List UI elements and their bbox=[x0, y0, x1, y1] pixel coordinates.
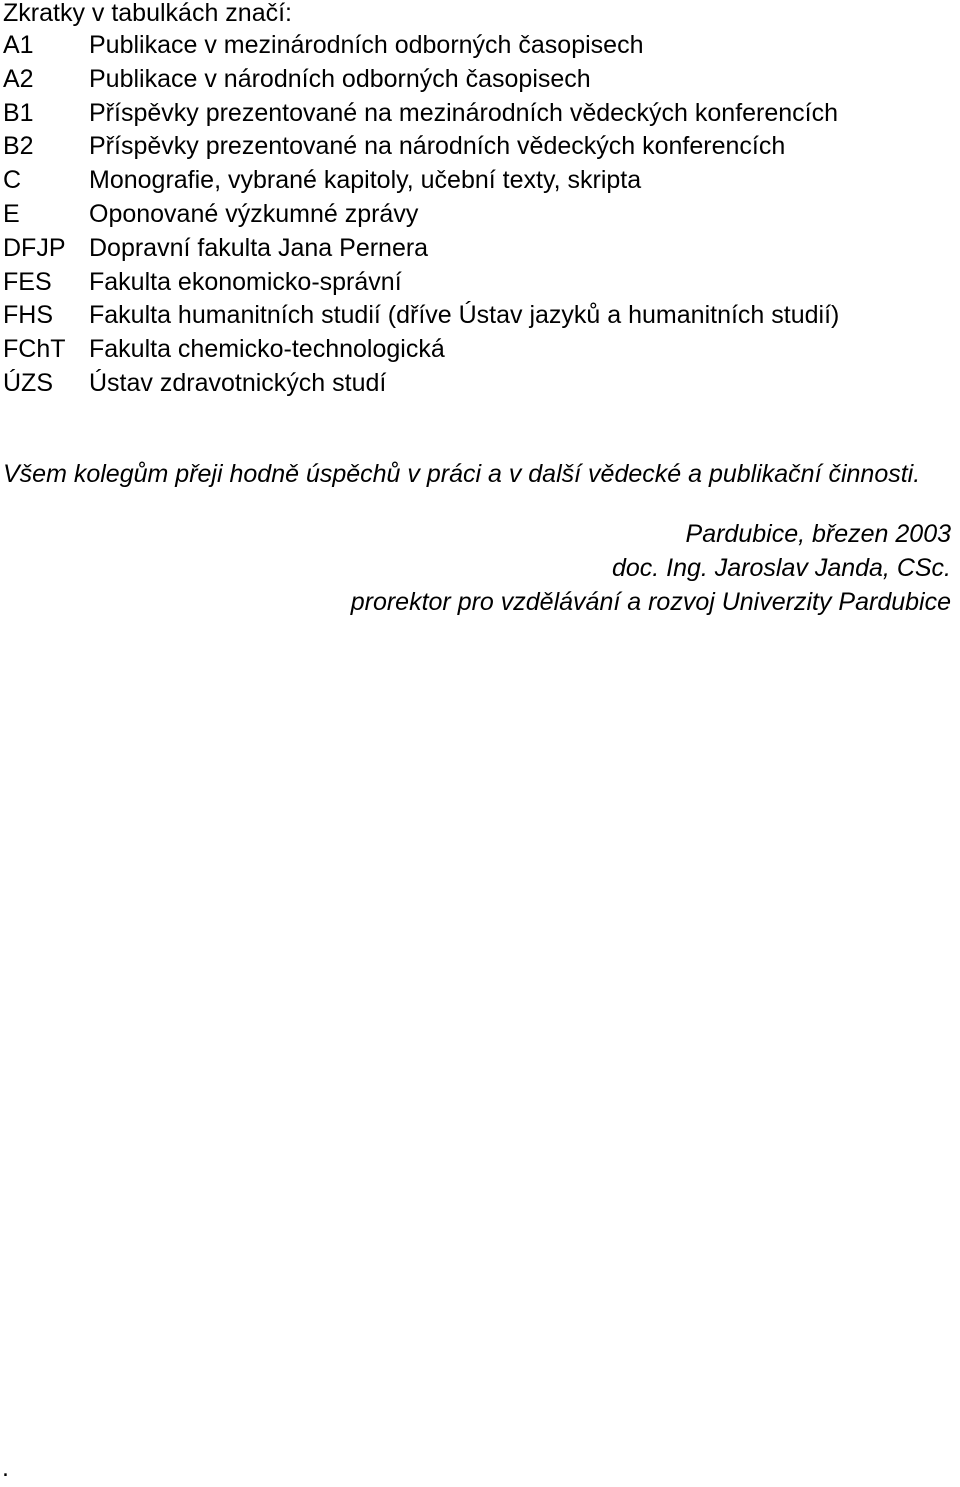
abbreviation-row-uzs bbox=[3, 367, 953, 401]
abbreviation-row-a2 bbox=[3, 63, 953, 97]
abbreviation-code: B2 bbox=[3, 132, 34, 161]
abbreviation-description: Příspěvky prezentované na národních vědeckých konferencích bbox=[89, 132, 786, 161]
abbreviation-code: E bbox=[3, 199, 20, 228]
abbreviation-description: Publikace v mezinárodních odborných časopisech bbox=[89, 31, 644, 59]
closing-wishes: Všem kolegům přeji hodně úspěchů v práci a v další vědecké a publikační činnosti. bbox=[3, 460, 921, 488]
signature-block bbox=[351, 517, 951, 619]
abbreviation-row-c bbox=[3, 164, 953, 198]
abbreviation-description: Fakulta humanitních studií (dříve Ústav jazyků a humanitních studií) bbox=[89, 301, 840, 330]
abbreviation-row-fcht bbox=[3, 333, 953, 367]
signature-name: doc. Ing. Jaroslav Janda, CSc. bbox=[611, 554, 951, 582]
abbreviation-row-a1 bbox=[3, 29, 953, 63]
abbreviation-code: FHS bbox=[3, 301, 53, 330]
abbreviation-description: Publikace v národních odborných časopisech bbox=[89, 64, 591, 93]
abbreviation-code: B1 bbox=[3, 98, 34, 127]
signature-place-date: Pardubice, březen 2003 bbox=[685, 520, 951, 548]
abbreviation-description: Ústav zdravotnických studí bbox=[89, 368, 387, 397]
abbreviation-code: FChT bbox=[3, 335, 66, 364]
abbreviation-description: Oponované výzkumné zprávy bbox=[89, 199, 419, 228]
abbreviation-description: Fakulta ekonomicko-správní bbox=[89, 267, 402, 296]
signature-position: prorektor pro vzdělávání a rozvoj Univerzity Pardubice bbox=[350, 588, 951, 616]
abbreviation-code: DFJP bbox=[3, 233, 66, 262]
abbreviations-heading: Zkratky v tabulkách značí: bbox=[3, 0, 293, 27]
abbreviation-row-dfjp bbox=[3, 232, 953, 266]
abbreviation-description: Dopravní fakulta Jana Pernera bbox=[89, 233, 429, 262]
abbreviation-row-fes bbox=[3, 266, 953, 300]
abbreviation-row-b2 bbox=[3, 130, 953, 164]
abbreviation-description: Monografie, vybrané kapitoly, učební texty, skripta bbox=[89, 166, 642, 195]
abbreviation-description: Příspěvky prezentované na mezinárodních vědeckých konferencích bbox=[89, 98, 839, 127]
footer-mark: . bbox=[2, 1454, 9, 1482]
abbreviation-code: A1 bbox=[3, 31, 34, 59]
abbreviation-description: Fakulta chemicko-technologická bbox=[89, 335, 445, 364]
abbreviation-row-b1 bbox=[3, 97, 953, 131]
abbreviation-code: A2 bbox=[3, 64, 34, 93]
abbreviations-list bbox=[3, 29, 953, 401]
abbreviation-code: C bbox=[3, 166, 22, 195]
abbreviation-row-fhs bbox=[3, 299, 953, 333]
abbreviation-code: ÚZS bbox=[3, 368, 53, 397]
abbreviation-row-e bbox=[3, 198, 953, 232]
abbreviation-code: FES bbox=[3, 267, 52, 296]
